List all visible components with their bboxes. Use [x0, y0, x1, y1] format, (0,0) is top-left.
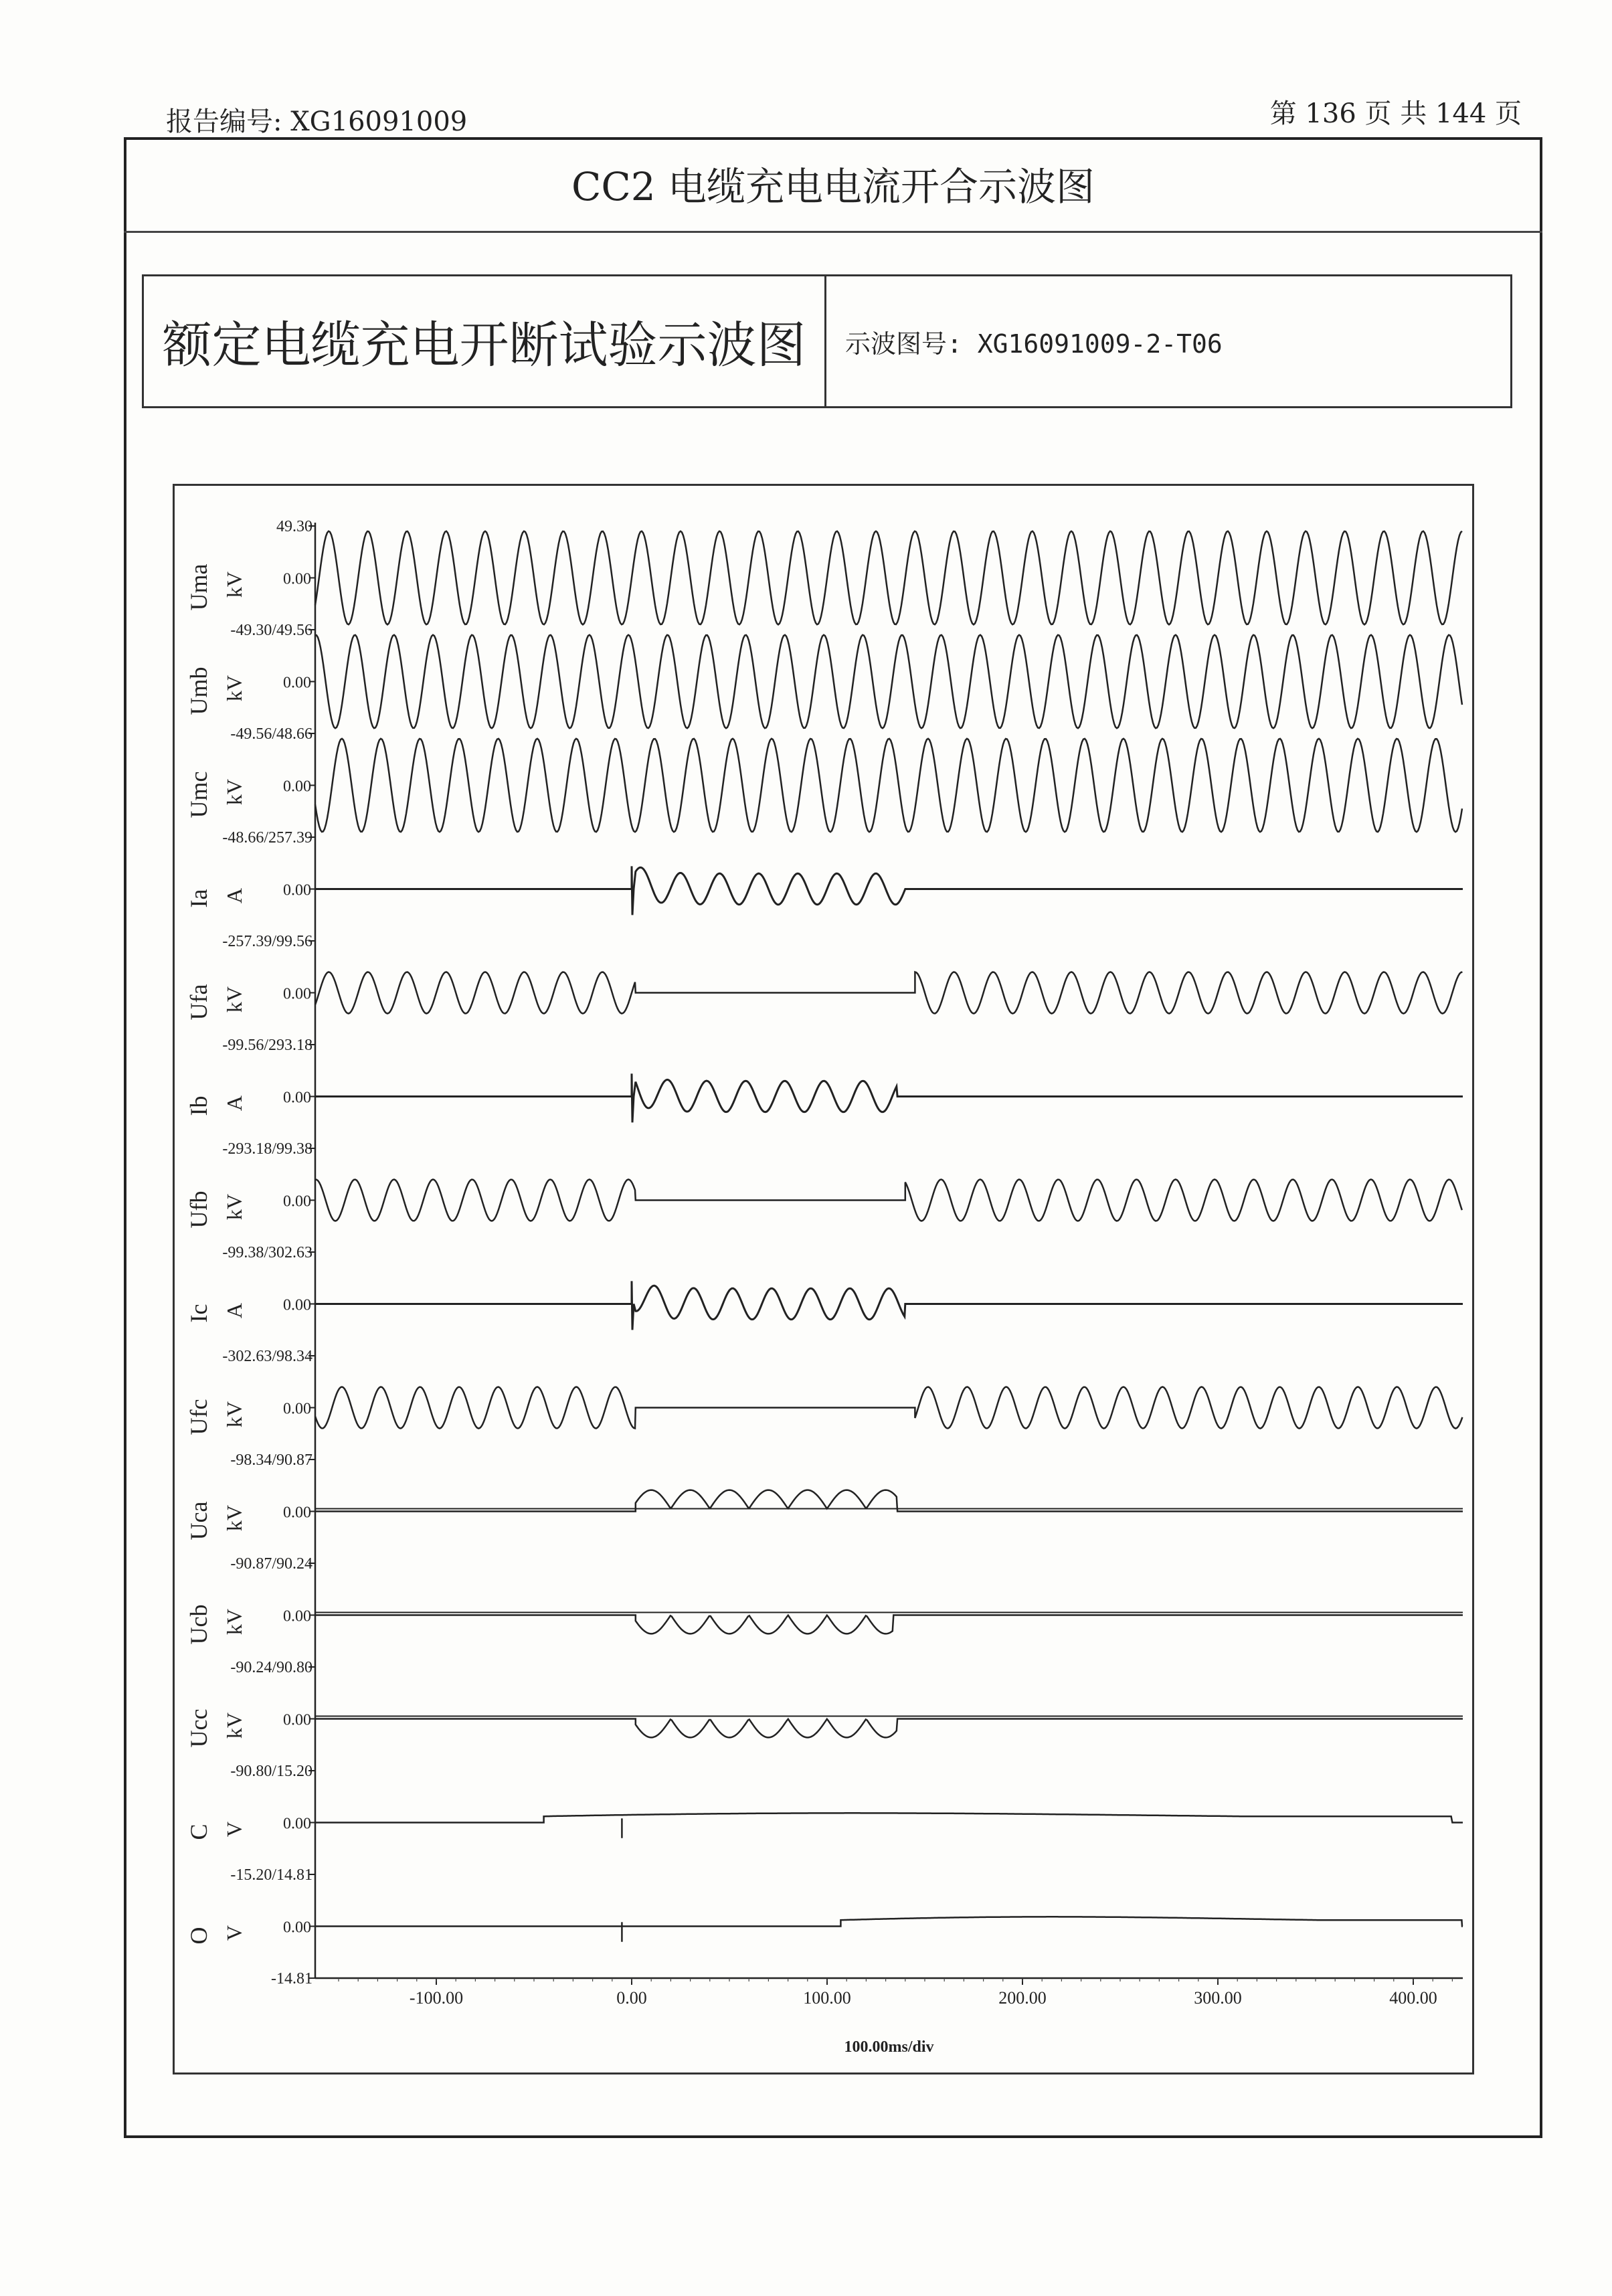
- trace-Umc: [315, 739, 1462, 832]
- y-boundary-label: -257.39/99.56: [222, 933, 312, 950]
- y-boundary-label: -15.20/14.81: [230, 1866, 312, 1884]
- y-boundary-label: -90.87/90.24: [230, 1555, 312, 1573]
- title-divider: [124, 231, 1542, 233]
- report-number: 报告编号: XG16091009: [166, 106, 468, 137]
- page-title: CC2 电缆充电电流开合示波图: [571, 164, 1095, 209]
- channel-unit-Uca: kV: [222, 1504, 246, 1532]
- channel-name-Ia: Ia: [185, 889, 212, 908]
- trace-Ufb: [315, 1180, 1462, 1221]
- info-box: [142, 274, 1512, 408]
- channel-name-Ucc: Ucc: [185, 1708, 212, 1748]
- x-tick-label: 100.00: [803, 1988, 851, 2008]
- channel-unit-Ucb: kV: [222, 1608, 246, 1636]
- channel-unit-Umc: kV: [222, 778, 246, 806]
- trace-Ic: [315, 1281, 1463, 1330]
- channel-unit-Uma: kV: [222, 571, 246, 598]
- channel-unit-Umb: kV: [222, 675, 246, 702]
- trace-Ib: [315, 1073, 1463, 1122]
- channel-zero-label-Umc: 0.00: [283, 778, 311, 796]
- channel-unit-Ufa: kV: [222, 986, 246, 1013]
- channel-unit-Ufc: kV: [222, 1401, 246, 1428]
- channel-zero-label-Ic: 0.00: [283, 1296, 311, 1314]
- channel-name-Uma: Uma: [185, 563, 212, 611]
- channel-zero-label-C: 0.00: [283, 1815, 311, 1833]
- channel-unit-C: V: [222, 1821, 246, 1838]
- channel-name-Uca: Uca: [185, 1501, 212, 1540]
- channel-unit-O: V: [222, 1925, 246, 1941]
- channel-name-Ufc: Ufc: [185, 1399, 212, 1435]
- y-boundary-label: -49.56/48.66: [230, 725, 312, 743]
- channel-zero-label-Ufa: 0.00: [283, 985, 311, 1003]
- channel-zero-label-Ucc: 0.00: [283, 1711, 311, 1729]
- y-boundary-label: -48.66/257.39: [222, 829, 312, 847]
- y-boundary-label: -99.56/293.18: [222, 1037, 312, 1054]
- channel-unit-Ib: A: [222, 1095, 246, 1112]
- trace-Umb: [315, 635, 1462, 728]
- channel-name-O: O: [185, 1927, 212, 1945]
- channel-zero-label-Ia: 0.00: [283, 881, 311, 899]
- x-tick-label: -100.00: [409, 1988, 464, 2008]
- y-boundary-label: -14.81: [271, 1970, 312, 1988]
- channel-zero-label-Umb: 0.00: [283, 674, 311, 692]
- trace-Ucc: [315, 1719, 1463, 1738]
- x-axis-label: 100.00ms/div: [844, 2038, 934, 2056]
- x-tick-label: 0.00: [616, 1988, 647, 2008]
- y-boundary-label: -293.18/99.38: [222, 1140, 312, 1158]
- channel-zero-label-Ufc: 0.00: [283, 1400, 311, 1418]
- channel-zero-label-O: 0.00: [283, 1919, 311, 1937]
- page-number: 第 136 页 共 144 页: [1269, 98, 1522, 129]
- channel-unit-Ucc: kV: [222, 1712, 246, 1739]
- channel-name-Ic: Ic: [185, 1304, 212, 1323]
- channel-name-Umc: Umc: [185, 771, 212, 818]
- channel-zero-label-Ucb: 0.00: [283, 1607, 311, 1625]
- y-boundary-label: -90.24/90.80: [230, 1659, 312, 1676]
- y-boundary-label: -302.63/98.34: [222, 1348, 312, 1365]
- channel-name-Ufa: Ufa: [185, 984, 212, 1021]
- y-boundary-label: -49.30/49.56: [230, 622, 312, 639]
- channel-unit-Ufb: kV: [222, 1193, 246, 1221]
- trace-Ufa: [315, 972, 1462, 1014]
- oscillogram-chart: [175, 486, 1472, 2072]
- trace-C: [315, 1813, 1463, 1822]
- trace-Uma: [315, 531, 1462, 625]
- y-boundary-label: 49.30: [276, 518, 312, 535]
- trace-Ia: [315, 866, 1463, 915]
- trace-Ufc: [315, 1387, 1462, 1429]
- x-tick-label: 200.00: [998, 1988, 1047, 2008]
- test-name: 额定电缆充电开断试验示波图: [144, 276, 826, 406]
- channel-name-Ib: Ib: [185, 1095, 212, 1116]
- oscillogram-panel: [173, 484, 1474, 2074]
- x-tick-label: 400.00: [1389, 1988, 1437, 2008]
- channel-zero-label-Uma: 0.00: [283, 570, 311, 588]
- y-boundary-label: -90.80/15.20: [230, 1763, 312, 1780]
- y-boundary-label: -99.38/302.63: [222, 1244, 312, 1261]
- trace-O: [315, 1917, 1463, 1926]
- channel-name-Umb: Umb: [185, 667, 212, 715]
- x-tick-label: 300.00: [1194, 1988, 1242, 2008]
- channel-name-C: C: [185, 1824, 212, 1840]
- channel-zero-label-Ib: 0.00: [283, 1089, 311, 1107]
- channel-zero-label-Ufb: 0.00: [283, 1193, 311, 1211]
- y-boundary-label: -98.34/90.87: [230, 1451, 312, 1469]
- channel-name-Ufb: Ufb: [185, 1190, 212, 1229]
- trace-Ucb: [315, 1615, 1463, 1634]
- channel-name-Ucb: Ucb: [185, 1604, 212, 1645]
- channel-zero-label-Uca: 0.00: [283, 1504, 311, 1522]
- channel-unit-Ia: A: [222, 887, 246, 904]
- oscillogram-number: 示波图号: XG16091009-2-T06: [845, 329, 1223, 359]
- channel-unit-Ic: A: [222, 1302, 246, 1319]
